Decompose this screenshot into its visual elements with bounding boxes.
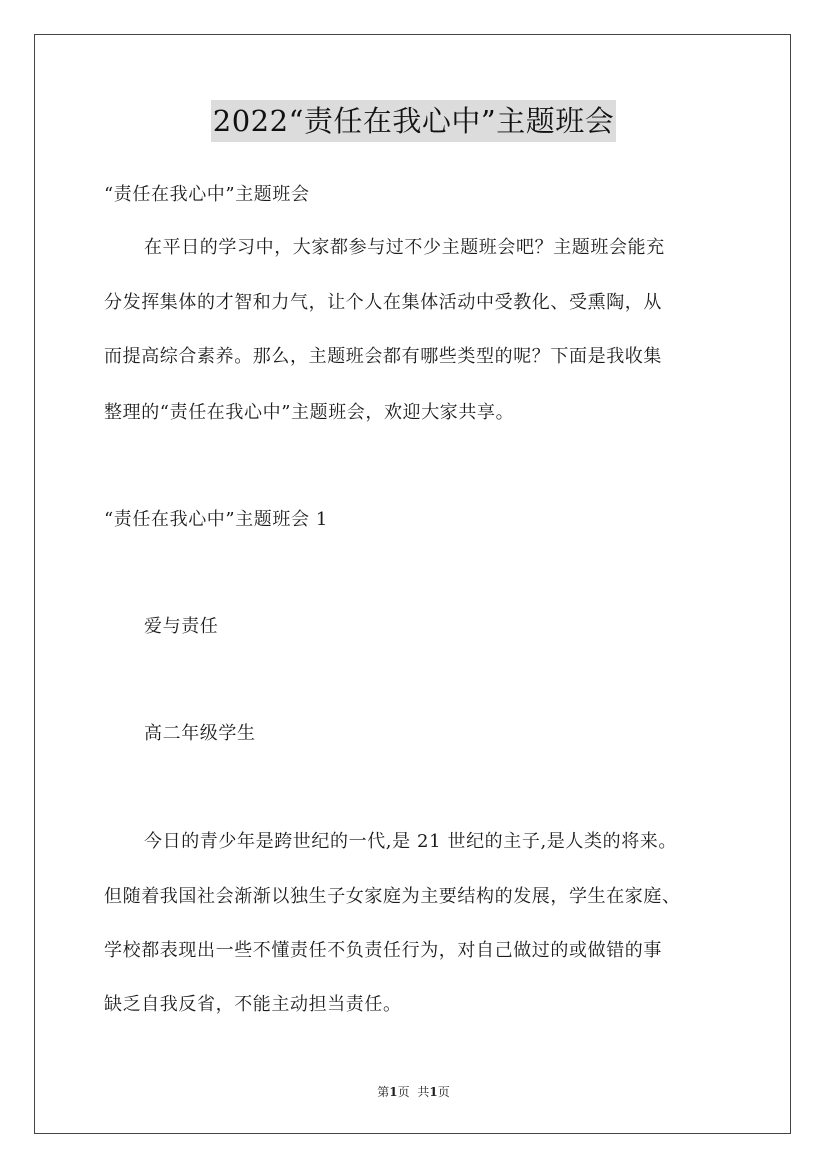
page-footer xyxy=(0,1084,827,1100)
footer-page-suffix: 页 xyxy=(397,1085,410,1099)
body-line-2: 但随着我国社会渐渐以独生子女家庭为主要结构的发展，学生在家庭、 xyxy=(104,886,681,907)
footer-total-prefix: 共 xyxy=(417,1085,430,1099)
grade-line: 高二年级学生 xyxy=(144,723,256,744)
intro-line-3: 而提高综合素养。那么，主题班会都有哪些类型的呢？下面是我收集 xyxy=(104,346,662,367)
intro-line-1: 在平日的学习中，大家都参与过不少主题班会吧？主题班会能充 xyxy=(144,237,665,258)
topic-line: 爱与责任 xyxy=(144,616,219,637)
body-line-3: 学校都表现出一些不懂责任不负责任行为，对自己做过的或做错的事 xyxy=(104,940,662,961)
section-heading: “责任在我心中”主题班会 1 xyxy=(104,509,328,530)
body-line-1: 今日的青少年是跨世纪的一代,是 21 世纪的主子,是人类的将来。 xyxy=(144,831,677,852)
intro-line-2: 分发挥集体的才智和力气，让个人在集体活动中受教化、受熏陶，从 xyxy=(104,292,662,313)
footer-page-number: 1 xyxy=(389,1085,398,1099)
intro-line-4: 整理的“责任在我心中”主题班会，欢迎大家共享。 xyxy=(104,402,515,423)
body-line-4: 缺乏自我反省，不能主动担当责任。 xyxy=(104,994,402,1015)
document-title: 2022“责任在我心中”主题班会 xyxy=(211,100,616,142)
title-container xyxy=(0,100,827,142)
footer-total-number: 1 xyxy=(429,1085,438,1099)
footer-total-suffix: 页 xyxy=(437,1085,450,1099)
document-subtitle: “责任在我心中”主题班会 xyxy=(104,184,310,205)
footer-page-prefix: 第 xyxy=(377,1085,390,1099)
